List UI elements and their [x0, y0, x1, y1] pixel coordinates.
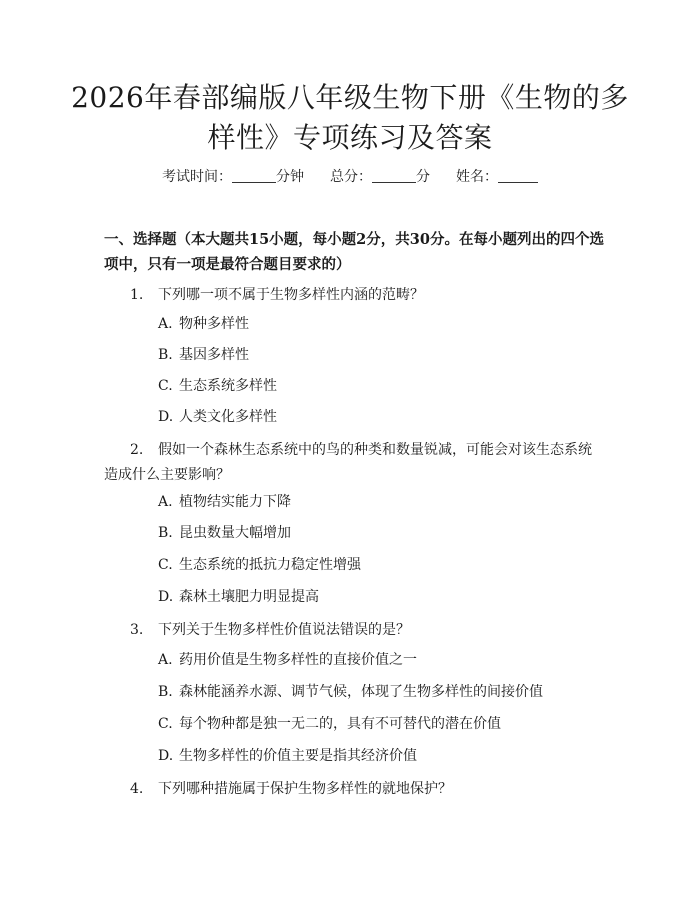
time-unit: 分钟: [276, 169, 304, 185]
score-unit: 分: [416, 169, 430, 185]
option-text: 物种多样性: [179, 316, 249, 332]
question-2: [104, 438, 604, 488]
question-2-option-b: [158, 523, 291, 543]
question-3-option-c: [158, 714, 501, 734]
option-text: 生物多样性的价值主要是指其经济价值: [179, 748, 417, 764]
time-blank: [232, 168, 276, 183]
option-label: A.: [158, 652, 173, 668]
option-label: D.: [158, 409, 174, 425]
option-text: 森林土壤肥力明显提高: [179, 589, 319, 605]
option-text: 植物结实能力下降: [179, 494, 291, 510]
option-label: C.: [158, 557, 173, 573]
question-4: [104, 777, 604, 802]
question-2-option-d: [158, 587, 319, 607]
question-3: [104, 618, 604, 643]
question-text: 假如一个森林生态系统中的鸟的种类和数量锐减，可能会对该生态系统造成什么主要影响？: [104, 442, 592, 483]
question-1-option-d: [158, 407, 277, 427]
name-label: 姓名：: [456, 169, 498, 185]
option-text: 药用价值是生物多样性的直接价值之一: [179, 652, 417, 668]
question-1-option-b: [158, 345, 249, 365]
section-heading: 一、选择题（本大题共15小题，每小题2分，共30分。在每小题列出的四个选项中，只有一项是最符合题目要求的）: [104, 231, 604, 273]
option-text: 昆虫数量大幅增加: [179, 525, 291, 541]
question-2-option-c: [158, 555, 361, 575]
option-label: C.: [158, 716, 173, 732]
score-blank: [372, 168, 416, 183]
question-3-option-b: [158, 682, 543, 702]
question-1-option-a: [158, 314, 249, 334]
option-text: 生态系统多样性: [179, 378, 277, 394]
question-text: 下列关于生物多样性价值说法错误的是？: [158, 622, 410, 638]
option-text: 人类文化多样性: [179, 409, 277, 425]
document-title-line-2: 样性》专项练习及答案: [207, 121, 493, 154]
option-text: 基因多样性: [179, 347, 249, 363]
option-text: 生态系统的抵抗力稳定性增强: [179, 557, 361, 573]
option-label: A.: [158, 494, 173, 510]
exam-info-line: [0, 166, 700, 186]
option-label: A.: [158, 316, 173, 332]
option-label: B.: [158, 525, 173, 541]
question-number: 2.: [130, 442, 144, 458]
question-1-option-c: [158, 376, 277, 396]
question-number: 4.: [130, 781, 144, 797]
score-label: 总分：: [330, 169, 372, 185]
question-number: 1.: [130, 287, 144, 303]
option-text: 每个物种都是独一无二的，具有不可替代的潜在价值: [179, 716, 501, 732]
question-text: 下列哪种措施属于保护生物多样性的就地保护？: [158, 781, 452, 797]
question-3-option-a: [158, 650, 417, 670]
question-number: 3.: [130, 622, 144, 638]
question-text: 下列哪一项不属于生物多样性内涵的范畴？: [158, 287, 424, 303]
question-3-option-d: [158, 746, 417, 766]
option-label: D.: [158, 748, 174, 764]
document-title-line-1: 2026年春部编版八年级生物下册《生物的多: [71, 81, 629, 114]
option-label: C.: [158, 378, 173, 394]
option-label: D.: [158, 589, 174, 605]
time-label: 考试时间：: [162, 169, 232, 185]
question-2-option-a: [158, 492, 291, 512]
option-label: B.: [158, 347, 173, 363]
option-label: B.: [158, 684, 173, 700]
name-blank: [498, 168, 538, 183]
option-text: 森林能涵养水源、调节气候，体现了生物多样性的间接价值: [179, 684, 543, 700]
question-1: [104, 283, 604, 308]
